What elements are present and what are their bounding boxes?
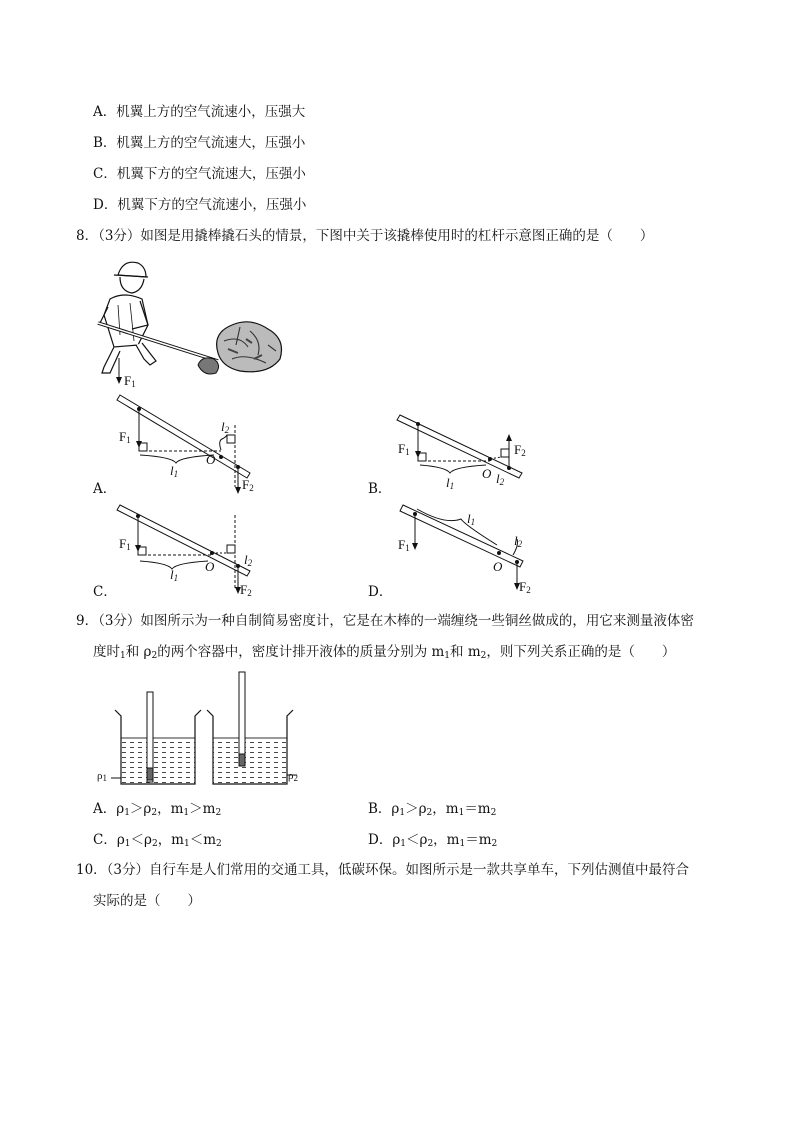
density-beakers-illustration xyxy=(105,670,305,790)
q9-option-b: B．$\rho_1>\rho_2$，$m_1=m_2$ xyxy=(368,801,497,818)
lever-b-l1: $l_1$ xyxy=(446,475,455,491)
q8-option-c: C． xyxy=(93,584,117,600)
lever-b-f1: $F_1$ xyxy=(398,441,410,457)
lever-b-o: O xyxy=(482,466,492,481)
q9-option-a: A．$\rho_1>\rho_2$，$m_1>m_2$ xyxy=(93,801,222,818)
lever-c-f1: $F_1$ xyxy=(119,536,131,552)
lever-c-o: O xyxy=(205,559,215,574)
lever-d-o: O xyxy=(493,559,503,574)
lever-b-l2: $l_2$ xyxy=(496,471,505,487)
lever-a-l2: $l_2$ xyxy=(221,419,230,435)
q8-option-d: D． xyxy=(368,584,393,600)
q8-stem: 8．（3分）如图是用撬棒撬石头的情景，下图中关于该撬棒使用时的杠杆示意图正确的是（ ） xyxy=(76,228,654,244)
beaker-rho2-label: $\rho_2$ xyxy=(288,770,298,783)
lever-a-f2: $F_2$ xyxy=(242,477,254,493)
lever-c-l1: $l_1$ xyxy=(170,567,179,583)
lever-diagram-b xyxy=(390,415,550,495)
q9-stem-line2: 度时$_1$和 $\rho_2$的两个容器中，密度计排开液体的质量分别为 $m_1$和 $m_2$，则下列关系正确的是（ ） xyxy=(93,644,676,661)
lever-c-f2: $F_2$ xyxy=(240,582,252,598)
lever-d-l1: $l_1$ xyxy=(467,511,476,527)
q10-stem-line2: 实际的是（ ） xyxy=(93,893,201,909)
q9-option-c: C．$\rho_1<\rho_2$，$m_1<m_2$ xyxy=(93,832,222,849)
lever-a-l1: $l_1$ xyxy=(170,463,179,479)
lever-c-l2: $l_2$ xyxy=(244,552,253,568)
lever-d-f1: $F_1$ xyxy=(398,537,410,553)
lever-d-f2: $F_2$ xyxy=(519,579,531,595)
q10-stem-line1: 10．（3分）自行车是人们常用的交通工具，低碳环保。如图所示是一款共享单车，下列估测值中最符合 xyxy=(76,862,690,878)
lever-a-o: O xyxy=(206,452,216,467)
q8-option-a: A． xyxy=(93,481,117,497)
q7-option-b: B．机翼上方的空气流速大，压强小 xyxy=(93,135,306,151)
q9-stem-line1: 9．（3分）如图所示为一种自制简易密度计，它是在木棒的一端缠绕一些铜丝做成的，用它来测量液体密 xyxy=(76,613,694,629)
q7-option-a: A．机翼上方的空气流速小，压强大 xyxy=(93,104,306,120)
lever-b-f2: $F_2$ xyxy=(514,442,526,458)
lever-d-l2: $l_2$ xyxy=(514,533,523,549)
q7-option-c: C．机翼下方的空气流速大，压强小 xyxy=(93,166,306,182)
q8-force-label: $F_1$ xyxy=(124,373,136,389)
crowbar-scene-illustration xyxy=(90,255,290,390)
lever-a-f1: $F_1$ xyxy=(119,429,131,445)
beaker-rho1-label: $\rho_1$ xyxy=(97,770,107,783)
q9-option-d: D．$\rho_1<\rho_2$，$m_1=m_2$ xyxy=(368,832,498,849)
q8-option-b: B． xyxy=(368,481,392,497)
q7-option-d: D．机翼下方的空气流速小，压强小 xyxy=(93,197,307,213)
